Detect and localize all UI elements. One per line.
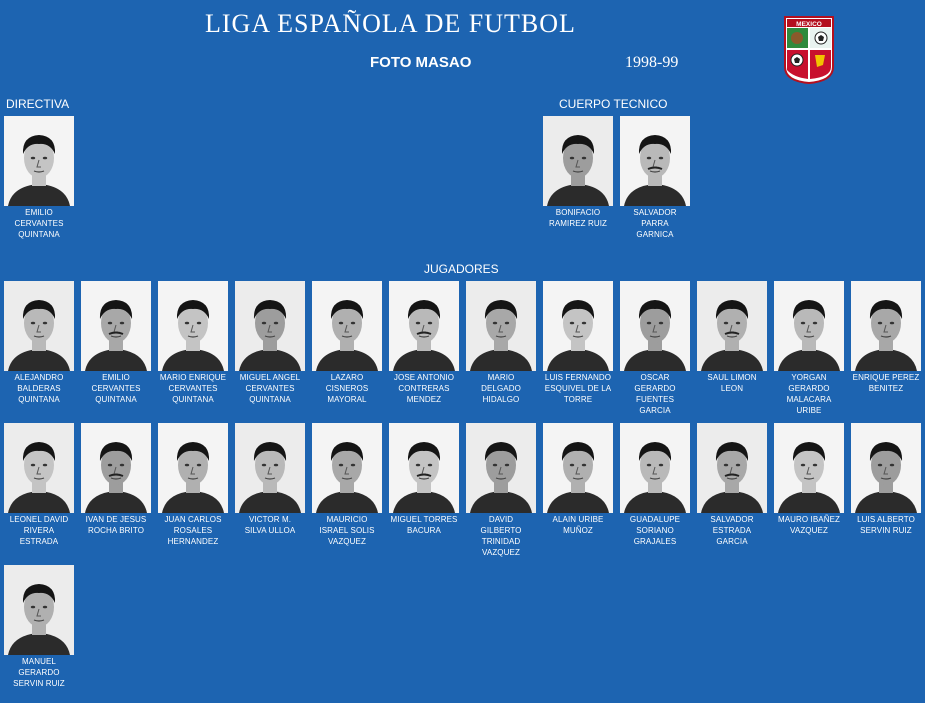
caption-line: CERVANTES: [91, 384, 141, 393]
caption-line: CONTRERAS: [398, 384, 450, 393]
caption-line: LUIS FERNANDO: [544, 373, 612, 382]
section-directiva-heading: DIRECTIVA: [6, 97, 70, 111]
person-name-caption: [235, 372, 305, 405]
person-name-caption: [851, 514, 921, 536]
caption-line: HERNANDEZ: [167, 537, 219, 546]
person-name-caption: [312, 514, 382, 547]
directiva-member: [4, 116, 74, 240]
player-card: [620, 281, 690, 416]
caption-line: LAZARO: [330, 373, 364, 382]
caption-line: SAUL LIMON: [707, 373, 757, 382]
portrait-photo: [774, 423, 844, 513]
caption-line: FUENTES: [635, 395, 675, 404]
caption-line: MAURO IBAÑEZ: [777, 515, 841, 524]
caption-line: GARCIA: [639, 406, 671, 415]
player-card: [158, 281, 228, 405]
caption-line: MARIO ENRIQUE: [159, 373, 227, 382]
caption-line: DELGADO: [481, 384, 521, 393]
portrait-photo: [389, 281, 459, 371]
portrait-photo: [697, 423, 767, 513]
person-name-caption: [697, 514, 767, 547]
player-card: [4, 281, 74, 405]
caption-line: MALACARA: [786, 395, 832, 404]
person-name-caption: [389, 514, 459, 536]
person-name-caption: [466, 372, 536, 405]
caption-line: SALVADOR: [710, 515, 754, 524]
caption-line: LEONEL DAVID: [9, 515, 69, 524]
caption-line: PARRA: [641, 219, 669, 228]
portrait-photo: [235, 281, 305, 371]
player-card: [851, 423, 921, 536]
portrait-photo: [4, 116, 74, 206]
caption-line: LUIS ALBERTO: [857, 515, 915, 524]
portrait-photo: [774, 281, 844, 371]
caption-line: GERARDO: [634, 384, 676, 393]
person-name-caption: [697, 372, 767, 394]
caption-line: CISNEROS: [325, 384, 369, 393]
person-name-caption: [235, 514, 305, 536]
section-jugadores-heading: JUGADORES: [424, 262, 499, 276]
caption-line: QUINTANA: [18, 230, 60, 239]
caption-line: MIGUEL ANGEL: [239, 373, 301, 382]
caption-line: BONIFACIO: [555, 208, 601, 217]
caption-line: QUINTANA: [172, 395, 214, 404]
portrait-photo: [81, 281, 151, 371]
person-name-caption: [4, 656, 74, 689]
caption-line: IVAN DE JESUS: [85, 515, 147, 524]
caption-line: SERVIN RUIZ: [860, 526, 912, 535]
caption-line: GUADALUPE: [629, 515, 681, 524]
caption-line: CERVANTES: [168, 384, 218, 393]
player-card: [543, 423, 613, 536]
player-card: [158, 423, 228, 547]
person-name-caption: [158, 514, 228, 547]
caption-line: JUAN CARLOS: [164, 515, 222, 524]
player-card: [774, 281, 844, 416]
caption-line: HIDALGO: [482, 395, 520, 404]
player-card: [4, 423, 74, 547]
person-name-caption: [543, 372, 613, 405]
portrait-photo: [466, 423, 536, 513]
portrait-photo: [158, 281, 228, 371]
caption-line: ESTRADA: [712, 526, 752, 535]
caption-line: SALVADOR: [633, 208, 677, 217]
caption-line: ROCHA BRITO: [87, 526, 145, 535]
caption-line: ROSALES: [173, 526, 213, 535]
person-name-caption: [4, 514, 74, 547]
portrait-photo: [235, 423, 305, 513]
caption-line: ISRAEL SOLIS: [319, 526, 375, 535]
person-name-caption: [543, 207, 613, 229]
player-card: [312, 281, 382, 405]
page-title: LIGA ESPAÑOLA DE FUTBOL: [205, 9, 576, 38]
portrait-photo: [620, 116, 690, 206]
portrait-photo: [697, 281, 767, 371]
caption-line: MARIO: [487, 373, 515, 382]
caption-line: MANUEL: [22, 657, 56, 666]
person-name-caption: [620, 514, 690, 547]
person-name-caption: [620, 372, 690, 416]
person-name-caption: [4, 372, 74, 405]
player-card: [620, 423, 690, 547]
portrait-photo: [851, 423, 921, 513]
crest-text: MEXICO: [796, 21, 822, 28]
person-name-caption: [851, 372, 921, 394]
player-card: [697, 281, 767, 394]
caption-line: MENDEZ: [406, 395, 442, 404]
caption-line: ENRIQUE PEREZ: [852, 373, 920, 382]
caption-line: ESTRADA: [19, 537, 59, 546]
caption-line: GERARDO: [18, 668, 60, 677]
caption-line: RIVERA: [23, 526, 55, 535]
person-name-caption: [158, 372, 228, 405]
caption-line: CERVANTES: [14, 219, 64, 228]
caption-line: CERVANTES: [245, 384, 295, 393]
caption-line: SERVIN RUIZ: [13, 679, 65, 688]
portrait-photo: [620, 423, 690, 513]
player-card: [81, 423, 151, 536]
portrait-photo: [4, 423, 74, 513]
caption-line: ALAIN URIBE: [552, 515, 604, 524]
caption-line: ALEJANDRO: [14, 373, 64, 382]
player-card: [4, 565, 74, 689]
person-name-caption: [81, 372, 151, 405]
portrait-photo: [312, 281, 382, 371]
caption-line: OSCAR: [640, 373, 670, 382]
player-card: [312, 423, 382, 547]
person-name-caption: [81, 514, 151, 536]
caption-line: VICTOR M.: [248, 515, 292, 524]
caption-line: LEON: [720, 384, 744, 393]
caption-line: GERARDO: [788, 384, 830, 393]
caption-line: EMILIO: [102, 373, 130, 382]
section-cuerpo-tecnico-heading: CUERPO TECNICO: [559, 97, 668, 111]
caption-line: VAZQUEZ: [482, 548, 520, 557]
caption-line: SORIANO: [636, 526, 674, 535]
technical-staff-member: [620, 116, 690, 240]
player-card: [774, 423, 844, 536]
crest-shield-icon: [783, 15, 835, 85]
person-name-caption: [543, 514, 613, 536]
caption-line: GILBERTO: [480, 526, 522, 535]
person-name-caption: [620, 207, 690, 240]
portrait-photo: [543, 281, 613, 371]
portrait-photo: [81, 423, 151, 513]
caption-line: QUINTANA: [95, 395, 137, 404]
portrait-photo: [543, 116, 613, 206]
player-card: [851, 281, 921, 394]
caption-line: GARCIA: [716, 537, 748, 546]
caption-line: TORRE: [563, 395, 593, 404]
portrait-photo: [312, 423, 382, 513]
mexico-crest-logo: [783, 15, 835, 85]
caption-line: MAYORAL: [327, 395, 367, 404]
player-card: [235, 281, 305, 405]
caption-line: DAVID: [488, 515, 514, 524]
player-card: [389, 281, 459, 405]
studio-name: FOTO MASAO: [370, 54, 472, 71]
player-card: [697, 423, 767, 547]
portrait-photo: [620, 281, 690, 371]
portrait-photo: [4, 281, 74, 371]
caption-line: BALDERAS: [17, 384, 61, 393]
caption-line: MAURICIO: [326, 515, 368, 524]
portrait-photo: [543, 423, 613, 513]
person-name-caption: [466, 514, 536, 558]
caption-line: EMILIO: [25, 208, 53, 217]
player-card: [235, 423, 305, 536]
caption-line: RAMIREZ RUIZ: [548, 219, 608, 228]
caption-line: SILVA ULLOA: [244, 526, 296, 535]
player-card: [389, 423, 459, 536]
person-name-caption: [774, 372, 844, 416]
caption-line: JOSE ANTONIO: [393, 373, 455, 382]
person-name-caption: [4, 207, 74, 240]
caption-line: BACURA: [407, 526, 441, 535]
caption-line: URIBE: [796, 406, 822, 415]
caption-line: ESQUIVEL DE LA: [544, 384, 612, 393]
caption-line: MUÑOZ: [563, 526, 593, 535]
portrait-photo: [158, 423, 228, 513]
player-card: [466, 281, 536, 405]
person-name-caption: [389, 372, 459, 405]
season-label: 1998-99: [625, 54, 679, 71]
player-card: [466, 423, 536, 558]
caption-line: QUINTANA: [18, 395, 60, 404]
portrait-photo: [466, 281, 536, 371]
technical-staff-member: [543, 116, 613, 229]
caption-line: BENITEZ: [868, 384, 904, 393]
player-card: [543, 281, 613, 405]
caption-line: TRINIDAD: [481, 537, 521, 546]
person-name-caption: [312, 372, 382, 405]
caption-line: VAZQUEZ: [328, 537, 366, 546]
portrait-photo: [851, 281, 921, 371]
portrait-photo: [389, 423, 459, 513]
caption-line: QUINTANA: [249, 395, 291, 404]
caption-line: GARNICA: [636, 230, 674, 239]
caption-line: YORGAN: [791, 373, 827, 382]
caption-line: VAZQUEZ: [790, 526, 828, 535]
portrait-photo: [4, 565, 74, 655]
player-card: [81, 281, 151, 405]
person-name-caption: [774, 514, 844, 536]
caption-line: MIGUEL TORRES: [390, 515, 458, 524]
caption-line: GRAJALES: [633, 537, 677, 546]
